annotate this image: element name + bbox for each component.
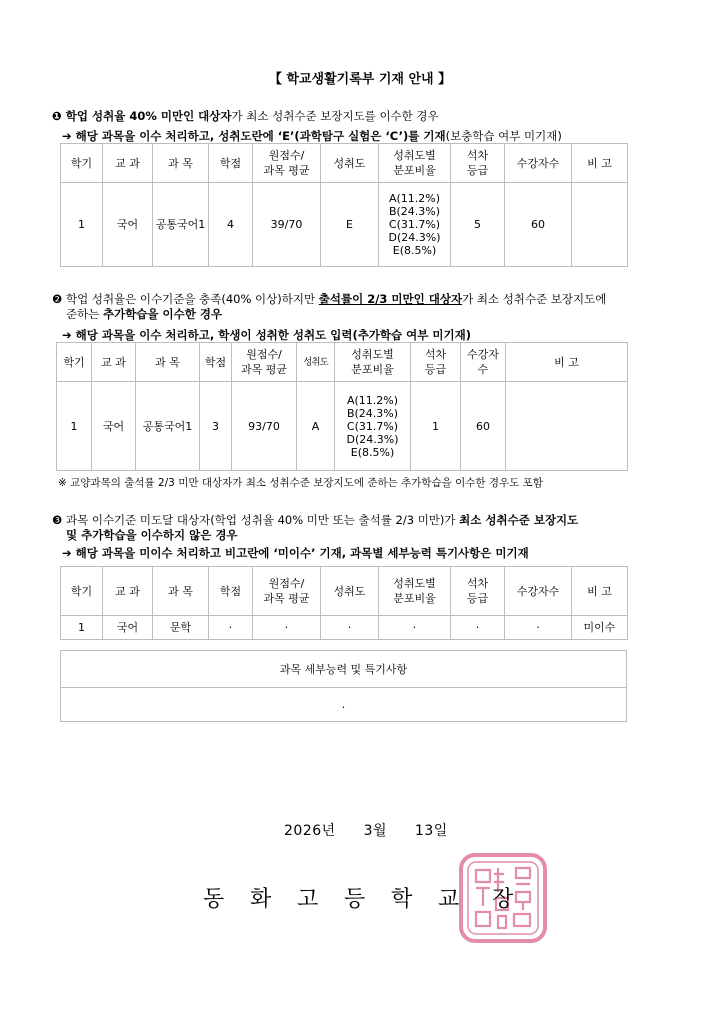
arrow-icon: ➔ (62, 546, 72, 560)
grade-table-2 (56, 342, 628, 471)
cell-semester: 1 (57, 382, 92, 471)
table-row (61, 616, 628, 640)
col-remarks: 비 고 (506, 343, 628, 382)
col-subject-area: 교 과 (103, 567, 153, 616)
detail-table (60, 650, 627, 722)
date-month: 3월 (363, 823, 387, 839)
section2-instruction: 해당 과목을 이수 처리하고, 학생이 성취한 성취도 입력(추가학습 여부 미기재) (75, 328, 471, 342)
col-credits: 학점 (209, 144, 253, 183)
col-enrollment: 수강자수 (505, 567, 572, 616)
school-char: 동 (203, 887, 225, 912)
section1-heading-a: 학업 성취율 40% 미만인 대상자 (65, 109, 232, 123)
col-rank: 석차 등급 (411, 343, 461, 382)
cell-subject-area: 국어 (103, 616, 153, 640)
col-remarks: 비 고 (572, 144, 628, 183)
col-remarks: 비 고 (572, 567, 628, 616)
cell-remarks: 미이수 (572, 616, 628, 640)
cell-course: 공통국어1 (136, 382, 200, 471)
section2-heading: ❷ 학업 성취율은 이수기준을 충족(40% 이상)하지만 출석률이 2/3 미만인 대상자가 최소 성취수준 보장지도에 준하는 추가학습을 이수한 경우 (52, 292, 607, 321)
section3-instruction: 해당 과목을 미이수 처리하고 비고란에 ‘미이수’ 기재, 과목별 세부능력 특기사항은 미기재 (75, 546, 529, 560)
school-char: 화 (250, 887, 272, 912)
col-subject-area: 교 과 (92, 343, 136, 382)
date-year: 2026년 (284, 823, 336, 839)
cell-raw-score: 39/70 (253, 183, 321, 267)
section3-number: ❸ (52, 513, 63, 527)
col-credits: 학점 (200, 343, 232, 382)
detail-value: . (61, 688, 627, 722)
col-enrollment: 수강자수 (505, 144, 572, 183)
table-header-row (57, 343, 628, 382)
col-semester: 학기 (61, 567, 103, 616)
cell-remarks (506, 382, 628, 471)
table-row (57, 382, 628, 471)
cell-subject-area: 국어 (92, 382, 136, 471)
cell-enrollment: · (505, 616, 572, 640)
section2-instruction-line (62, 327, 471, 343)
issue-date (284, 820, 484, 840)
cell-course: 공통국어1 (153, 183, 209, 267)
col-course: 과 목 (136, 343, 200, 382)
section1-number: ❶ (52, 109, 62, 123)
arrow-icon: ➔ (62, 129, 72, 143)
detail-header: 과목 세부능력 및 특기사항 (61, 651, 627, 688)
col-semester: 학기 (61, 144, 103, 183)
col-distribution: 성취도별 분포비율 (379, 144, 451, 183)
col-achievement: 성취도 (321, 567, 379, 616)
col-raw-score: 원점수/ 과목 평균 (253, 144, 321, 183)
col-course: 과 목 (153, 567, 209, 616)
section1-instruction-note: (보충학습 여부 미기재) (445, 129, 562, 143)
table-header-row (61, 567, 628, 616)
col-distribution: 성취도별 분포비율 (379, 567, 451, 616)
cell-distribution: · (379, 616, 451, 640)
cell-subject-area: 국어 (103, 183, 153, 267)
cell-achievement: A (297, 382, 335, 471)
col-distribution: 성취도별 분포비율 (335, 343, 411, 382)
school-char: 등 (344, 887, 366, 912)
cell-raw-score: 93/70 (232, 382, 297, 471)
school-char: 학 (391, 887, 413, 912)
col-semester: 학기 (57, 343, 92, 382)
section2-number: ❷ (52, 292, 63, 306)
date-day: 13일 (414, 823, 448, 839)
col-achievement: 성취도 (321, 144, 379, 183)
table-row (61, 183, 628, 267)
cell-credits: 4 (209, 183, 253, 267)
col-course: 과 목 (153, 144, 209, 183)
col-rank: 석차 등급 (451, 567, 505, 616)
cell-semester: 1 (61, 616, 103, 640)
col-achievement: 성취도 (297, 343, 335, 382)
section3-instruction-line (62, 545, 529, 561)
cell-rank: 1 (411, 382, 461, 471)
cell-enrollment: 60 (461, 382, 506, 471)
section1-instruction: 해당 과목을 이수 처리하고, 성취도란에 ‘E’(과학탐구 실험은 ‘C’)를 기재 (75, 129, 446, 143)
cell-credits: 3 (200, 382, 232, 471)
arrow-icon: ➔ (62, 328, 72, 342)
col-subject-area: 교 과 (103, 144, 153, 183)
cell-achievement: · (321, 616, 379, 640)
cell-credits: · (209, 616, 253, 640)
page-title: 【 학교생활기록부 기재 안내 】 (268, 72, 452, 87)
section1-heading-b: 가 최소 성취수준 보장지도를 이수한 경우 (231, 109, 439, 123)
cell-semester: 1 (61, 183, 103, 267)
section1-heading (52, 108, 439, 124)
cell-distribution: A(11.2%) B(24.3%) C(31.7%) D(24.3%) E(8.5%) (335, 382, 411, 471)
col-credits: 학점 (209, 567, 253, 616)
school-char: 장 (492, 887, 514, 912)
col-rank: 석차 등급 (451, 144, 505, 183)
col-enrollment: 수강자 수 (461, 343, 506, 382)
cell-rank: 5 (451, 183, 505, 267)
cell-achievement: E (321, 183, 379, 267)
school-char: 고 (297, 887, 319, 912)
cell-distribution: A(11.2%) B(24.3%) C(31.7%) D(24.3%) E(8.5%) (379, 183, 451, 267)
cell-enrollment: 60 (505, 183, 572, 267)
school-char: 교 (438, 887, 460, 912)
section1-instruction-line (62, 128, 562, 144)
school-name (0, 882, 720, 914)
col-raw-score: 원점수/ 과목 평균 (253, 567, 321, 616)
table-header-row (61, 144, 628, 183)
grade-table-1 (60, 143, 628, 267)
cell-course: 문학 (153, 616, 209, 640)
cell-raw-score: · (253, 616, 321, 640)
section2-note: ※ 교양과목의 출석률 2/3 미만 대상자가 최소 성취수준 보장지도에 준하는 추가학습을 이수한 경우도 포함 (58, 477, 543, 489)
cell-remarks (572, 183, 628, 267)
col-raw-score: 원점수/ 과목 평균 (232, 343, 297, 382)
section3-heading: ❸ 과목 이수기준 미도달 대상자(학업 성취율 40% 미만 또는 출석률 2/3 미만)가 최소 성취수준 보장지도 및 추가학습을 이수하지 않은 경우 (52, 513, 579, 542)
cell-rank: · (451, 616, 505, 640)
grade-table-3 (60, 566, 628, 640)
